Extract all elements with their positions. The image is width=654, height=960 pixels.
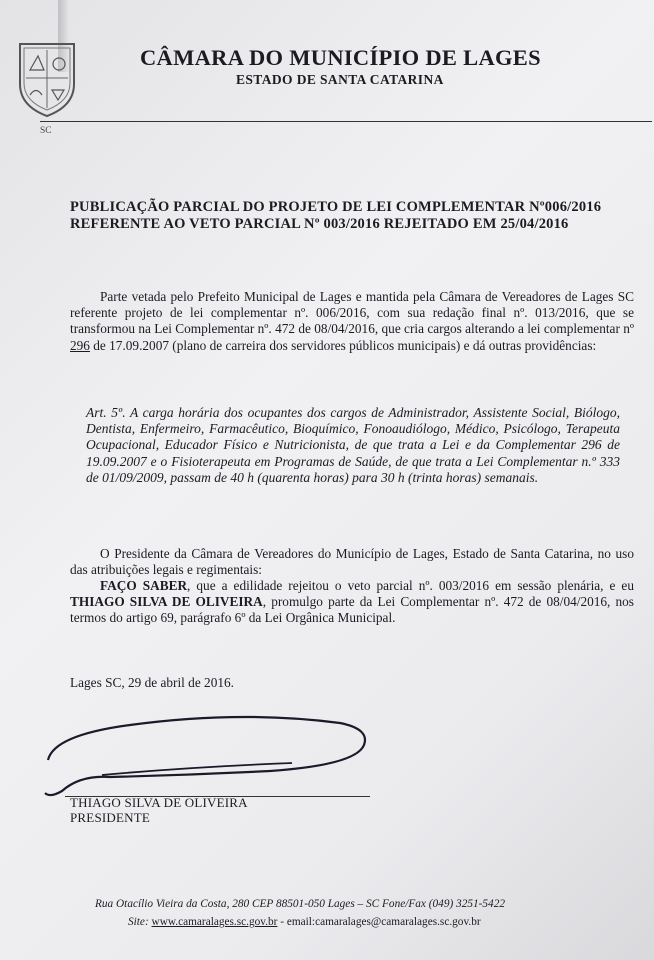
decree-paragraph bbox=[70, 578, 634, 627]
footer-site-label: Site: bbox=[128, 916, 152, 928]
council-title: CÂMARA DO MUNICÍPIO DE LAGES bbox=[140, 45, 541, 70]
decree-bold-1: FAÇO SABER bbox=[100, 578, 188, 593]
crest-caption: SC bbox=[40, 126, 52, 136]
footer-email: - email:camaralages@camaralages.sc.gov.br bbox=[277, 916, 481, 928]
article-5-text: Art. 5º. A carga horária dos ocupantes dos cargos de Administrador, Assistente Social, Biólogo, Dentista, Enfermeiro, Farmacêutico, Bioquímico, Fonoaudiólogo, Médico, Psicólogo, Terapeuta Ocupacional, Educador Físico e Nutricionista, de que trata a Lei e da Complementar 296 de 19.09.2007 e o Fisioterapeuta em Programas de Saúde, de que trata a Lei Complementar n.º 333 de 01/09/2009, passam de 40 h (quarenta horas) para 30 h (trinta horas) semanais. bbox=[86, 405, 620, 485]
signatory-role: PRESIDENTE bbox=[70, 810, 150, 825]
publication-title-line-2: REFERENTE AO VETO PARCIAL Nº 003/2016 REJEITADO EM 25/04/2016 bbox=[70, 216, 569, 232]
decree-president-name: THIAGO SILVA DE OLIVEIRA bbox=[70, 594, 263, 610]
footer-address: Rua Otacílio Vieira da Costa, 280 CEP 88501-050 Lages – SC Fone/Fax (049) 3251-5422 bbox=[95, 898, 506, 910]
publication-title bbox=[70, 199, 640, 233]
intro-paragraph bbox=[70, 289, 634, 354]
intro-text-1: Parte vetada pelo Prefeito Municipal de Lages e mantida pela Câmara de Vereadores de Lages SC referente projeto de lei complementar nº. 006/2016, com sua redação final nº. 013/2016, que se transformou na Lei Complementar nº. 472 de 08/04/2016, que cria cargos alterando a lei complementar nº bbox=[70, 289, 634, 337]
decree-text-1: , que a edilidade rejeitou o veto parcial nº. 003/2016 em sessão plenária, e eu bbox=[187, 578, 634, 593]
intro-law-number: 296 bbox=[70, 337, 90, 353]
state-subtitle: ESTADO DE SANTA CATARINA bbox=[236, 72, 444, 87]
intro-text-2: de 17.09.2007 (plano de carreira dos servidores públicos municipais) e dá outras providências: bbox=[89, 337, 597, 353]
publication-title-line-1: PUBLICAÇÃO PARCIAL DO PROJETO DE LEI COMPLEMENTAR Nº006/2016 bbox=[70, 199, 602, 215]
president-intro-paragraph: O Presidente da Câmara de Vereadores do Município de Lages, Estado de Santa Catarina, no uso das atribuições legais e regimentais: bbox=[70, 546, 634, 578]
signatory-name: THIAGO SILVA DE OLIVEIRA bbox=[70, 795, 248, 810]
municipal-crest-icon bbox=[16, 40, 78, 118]
handwritten-signature bbox=[40, 705, 380, 800]
footer-contact bbox=[128, 916, 481, 928]
footer-site-link[interactable]: www.camaralages.sc.gov.br bbox=[151, 916, 278, 928]
document-date: Lages SC, 29 de abril de 2016. bbox=[70, 675, 234, 690]
decree-text-2: , promulgo parte da Lei Complementar nº. 472 de 08/04/2016, nos termos do artigo 69, parágrafo 6º da Lei Orgânica Municipal. bbox=[70, 594, 634, 626]
header-divider bbox=[40, 121, 652, 122]
